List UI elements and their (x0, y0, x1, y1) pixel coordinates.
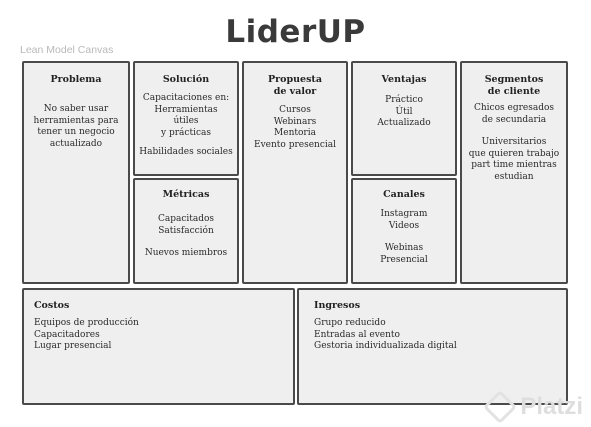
canvas-title: LiderUP (225, 14, 366, 50)
problema-line: herramientas para (33, 115, 119, 126)
solucion-line: Capacitaciones en: (142, 93, 230, 103)
metricas-line: Capacitados (157, 214, 215, 224)
metricas-extra: Nuevos miembros (144, 248, 228, 258)
segmentos-extra: que quieren trabajo (468, 148, 560, 159)
segmentos-box (460, 61, 568, 284)
segmentos-extra: Universitarios (481, 137, 547, 147)
watermark-text: Platzi (520, 393, 583, 420)
platzi-watermark (488, 393, 583, 421)
canales-extra: Presencial (380, 254, 428, 265)
segmentos-line: Chicos egresados (474, 103, 554, 113)
canales-heading: Canales (383, 189, 425, 200)
costos-line: Equipos de producción (34, 318, 139, 328)
costos-line: Lugar presencial (34, 341, 112, 351)
metricas-heading: Métricas (162, 189, 210, 200)
canvas-subtitle: Lean Model Canvas (20, 44, 114, 56)
costos-line: Capacitadores (34, 329, 100, 340)
propuesta-box (242, 61, 348, 284)
problema-heading: Problema (50, 74, 102, 85)
solucion-line: y prácticas (161, 127, 211, 138)
ingresos-heading: Ingresos (314, 300, 361, 311)
propuesta-heading-line1: Propuesta (268, 74, 322, 85)
canales-line: Instagram (380, 209, 428, 219)
ventajas-box (351, 61, 457, 176)
canales-line: Videos (388, 220, 420, 231)
propuesta-line: Evento presencial (254, 139, 336, 150)
propuesta-line: Mentoria (274, 128, 316, 138)
ventajas-line: Práctico (385, 95, 423, 105)
costos-box (22, 288, 295, 405)
canales-box (351, 178, 457, 284)
problema-line: tener un negocio (37, 127, 115, 137)
metricas-line: Satisfacción (158, 225, 214, 236)
propuesta-heading-line2: de valor (273, 86, 317, 97)
ventajas-heading: Ventajas (381, 74, 427, 85)
solucion-extra: Habilidades sociales (139, 147, 233, 157)
solucion-line: Herramientas (154, 104, 218, 115)
solucion-heading: Solución (162, 74, 210, 85)
problema-line: actualizado (49, 138, 103, 149)
solucion-box (133, 61, 239, 176)
ingresos-line: Gestoria individualizada digital (314, 341, 457, 351)
platzi-logo-icon (483, 390, 517, 424)
ventajas-line: Actualizado (377, 118, 431, 128)
solucion-line: útiles (173, 116, 199, 126)
propuesta-line: Webinars (273, 116, 317, 127)
segmentos-extra: estudian (494, 171, 534, 182)
segmentos-line: de secundaria (481, 114, 547, 125)
ingresos-box (297, 288, 568, 405)
metricas-box (133, 178, 239, 284)
ingresos-line: Grupo reducido (314, 318, 386, 328)
ventajas-line: Útil (395, 106, 413, 117)
costos-heading: Costos (34, 300, 70, 311)
propuesta-line: Cursos (279, 105, 311, 115)
canales-extra: Webinas (384, 243, 424, 253)
segmentos-extra: part time mientras (471, 160, 557, 170)
ingresos-line: Entradas al evento (314, 329, 400, 340)
problema-line: No saber usar (43, 104, 109, 114)
problema-box (22, 61, 130, 284)
segmentos-heading-line2: de cliente (487, 86, 541, 97)
segmentos-heading-line1: Segmentos (484, 74, 544, 85)
